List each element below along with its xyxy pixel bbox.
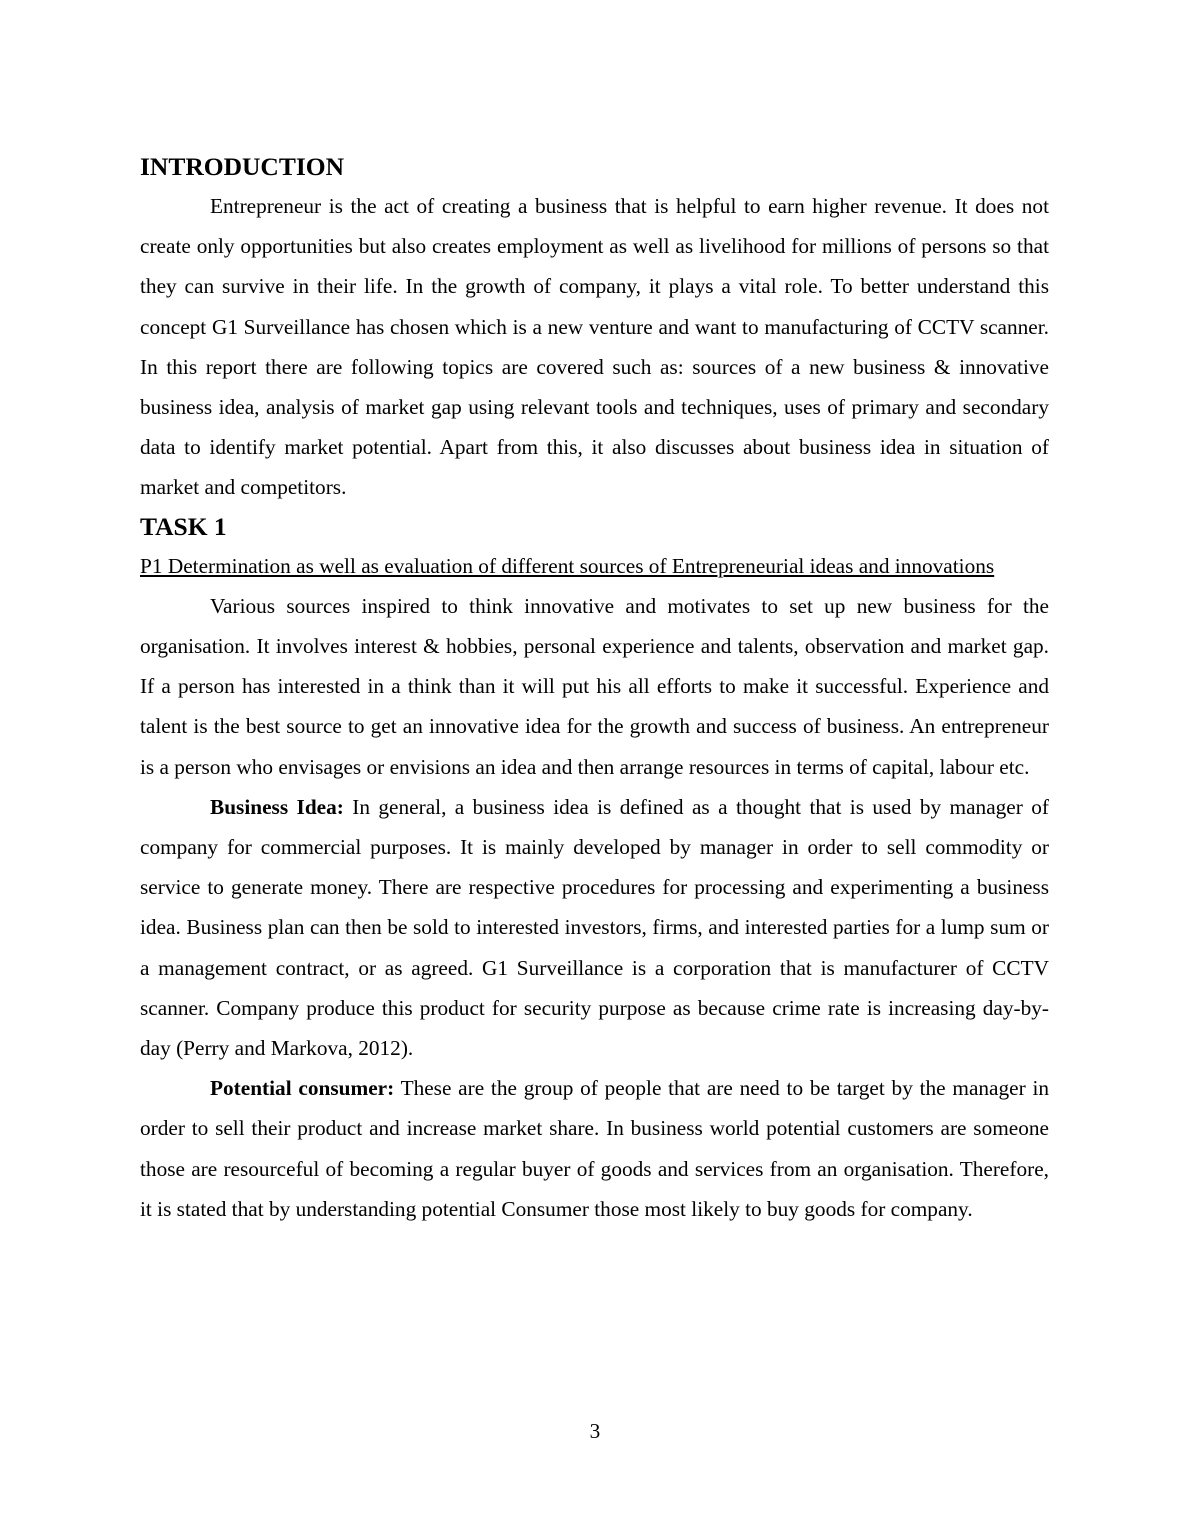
document-page	[140, 148, 1049, 1229]
potential-consumer-paragraph	[140, 1068, 1049, 1229]
introduction-heading: INTRODUCTION	[140, 152, 345, 181]
potential-consumer-text: These are the group of people that are need to be target by the manager in order to sell their product and increase market share. In business world potential customers are someone those are resourceful of becoming a regular buyer of goods and services from an organisation. Therefore, it is stated that by understanding potential Consumer those most likely to buy goods for company.	[140, 1076, 1050, 1221]
business-idea-paragraph	[140, 787, 1049, 1068]
sources-paragraph: Various sources inspired to think innovative and motivates to set up new business for the organisation. It involves interest & hobbies, personal experience and talents, observation and market gap. If a person has interested in a think than it will put his all efforts to make it successful. Experience and talent is the best source to get an innovative idea for the growth and success of business. An entrepreneur is a person who envisages or envisions an idea and then arrange resources in terms of capital, labour etc.	[140, 593, 1049, 779]
potential-consumer-label: Potential consumer:	[210, 1076, 395, 1101]
page-number: 3	[589, 1419, 601, 1443]
task-1-heading: TASK 1	[140, 511, 227, 541]
business-idea-label: Business Idea:	[210, 794, 344, 819]
business-idea-text: In general, a business idea is defined as a thought that is used by manager of company for commercial purposes. It is mainly developed by manager in order to sell commodity or service to generate money. There are respective procedures for processing and experimenting a business idea. Business plan can then be sold to interested investors, firms, and interested parties for a lump sum or a management contract, or as agreed. G1 Surveillance is a corporation that is manufacturer of CCTV scanner. Company produce this product for security purpose as because crime rate is increasing day-by-day (Perry and Markova, 2012).	[140, 794, 1049, 1061]
introduction-paragraph: Entrepreneur is the act of creating a business that is helpful to earn higher revenue. It does not create only opportunities but also creates employment as well as livelihood for millions of persons so that they can survive in their life. In the growth of company, it plays a vital role. To better understand this concept G1 Surveillance has chosen which is a new venture and want to manufacturing of CCTV scanner. In this report there are following topics are covered such as: sources of a new business & innovative business idea, analysis of market gap using relevant tools and techniques, uses of primary and secondary data to identify market potential. Apart from this, it also discusses about business idea in situation of market and competitors.	[140, 194, 1049, 500]
p1-subheading: P1 Determination as well as evaluation of different sources of Entrepreneurial ideas and innovations	[140, 553, 995, 578]
